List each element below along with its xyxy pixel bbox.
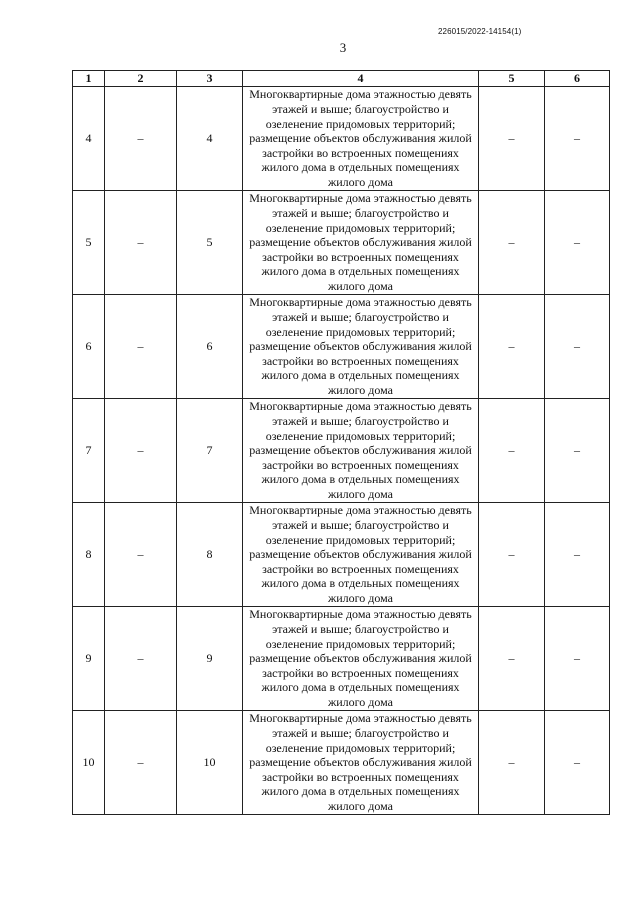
cell-number: 7 xyxy=(73,399,105,503)
document-id: 226015/2022-14154(1) xyxy=(438,27,522,36)
table-row xyxy=(73,191,610,295)
cell-col2: – xyxy=(105,191,177,295)
header-col-5: 5 xyxy=(479,71,545,87)
cell-number: 4 xyxy=(73,87,105,191)
cell-col6: – xyxy=(545,87,610,191)
cell-number: 5 xyxy=(73,191,105,295)
cell-col5: – xyxy=(479,399,545,503)
cell-col6: – xyxy=(545,295,610,399)
header-col-1: 1 xyxy=(73,71,105,87)
table-row xyxy=(73,87,610,191)
cell-col6: – xyxy=(545,711,610,815)
table-row xyxy=(73,503,610,607)
cell-description: Многоквартирные дома этажностью девять этажей и выше; благоустройство и озеленение придомовых территорий; размещение объектов обслуживания жилой застройки во встроенных помещениях жилого дома в отдельных помещениях жилого дома xyxy=(243,607,479,711)
table-header-row xyxy=(73,71,610,87)
cell-col5: – xyxy=(479,711,545,815)
cell-col5: – xyxy=(479,503,545,607)
cell-description: Многоквартирные дома этажностью девять этажей и выше; благоустройство и озеленение придомовых территорий; размещение объектов обслуживания жилой застройки во встроенных помещениях жилого дома в отдельных помещениях жилого дома xyxy=(243,87,479,191)
cell-description: Многоквартирные дома этажностью девять этажей и выше; благоустройство и озеленение придомовых территорий; размещение объектов обслуживания жилой застройки во встроенных помещениях жилого дома в отдельных помещениях жилого дома xyxy=(243,711,479,815)
cell-description: Многоквартирные дома этажностью девять этажей и выше; благоустройство и озеленение придомовых территорий; размещение объектов обслуживания жилой застройки во встроенных помещениях жилого дома в отдельных помещениях жилого дома xyxy=(243,399,479,503)
header-col-6: 6 xyxy=(545,71,610,87)
cell-col3: 10 xyxy=(177,711,243,815)
cell-col3: 9 xyxy=(177,607,243,711)
cell-description: Многоквартирные дома этажностью девять этажей и выше; благоустройство и озеленение придомовых территорий; размещение объектов обслуживания жилой застройки во встроенных помещениях жилого дома в отдельных помещениях жилого дома xyxy=(243,503,479,607)
cell-col2: – xyxy=(105,399,177,503)
cell-number: 8 xyxy=(73,503,105,607)
cell-col3: 5 xyxy=(177,191,243,295)
cell-col6: – xyxy=(545,399,610,503)
header-col-2: 2 xyxy=(105,71,177,87)
cell-col2: – xyxy=(105,295,177,399)
table-row xyxy=(73,711,610,815)
header-col-3: 3 xyxy=(177,71,243,87)
cell-col2: – xyxy=(105,711,177,815)
cell-col6: – xyxy=(545,503,610,607)
cell-col2: – xyxy=(105,607,177,711)
cell-col5: – xyxy=(479,87,545,191)
cell-col3: 4 xyxy=(177,87,243,191)
cell-col5: – xyxy=(479,295,545,399)
table-row xyxy=(73,295,610,399)
cell-col6: – xyxy=(545,191,610,295)
cell-col3: 6 xyxy=(177,295,243,399)
cell-col2: – xyxy=(105,503,177,607)
table-row xyxy=(73,399,610,503)
zoning-table xyxy=(72,70,610,815)
cell-number: 6 xyxy=(73,295,105,399)
cell-description: Многоквартирные дома этажностью девять этажей и выше; благоустройство и озеленение придомовых территорий; размещение объектов обслуживания жилой застройки во встроенных помещениях жилого дома в отдельных помещениях жилого дома xyxy=(243,295,479,399)
cell-col3: 7 xyxy=(177,399,243,503)
cell-col5: – xyxy=(479,191,545,295)
cell-description: Многоквартирные дома этажностью девять этажей и выше; благоустройство и озеленение придомовых территорий; размещение объектов обслуживания жилой застройки во встроенных помещениях жилого дома в отдельных помещениях жилого дома xyxy=(243,191,479,295)
cell-col2: – xyxy=(105,87,177,191)
cell-col5: – xyxy=(479,607,545,711)
header-col-4: 4 xyxy=(243,71,479,87)
cell-number: 10 xyxy=(73,711,105,815)
table-row xyxy=(73,607,610,711)
page-number: 3 xyxy=(339,40,347,55)
cell-number: 9 xyxy=(73,607,105,711)
cell-col6: – xyxy=(545,607,610,711)
cell-col3: 8 xyxy=(177,503,243,607)
